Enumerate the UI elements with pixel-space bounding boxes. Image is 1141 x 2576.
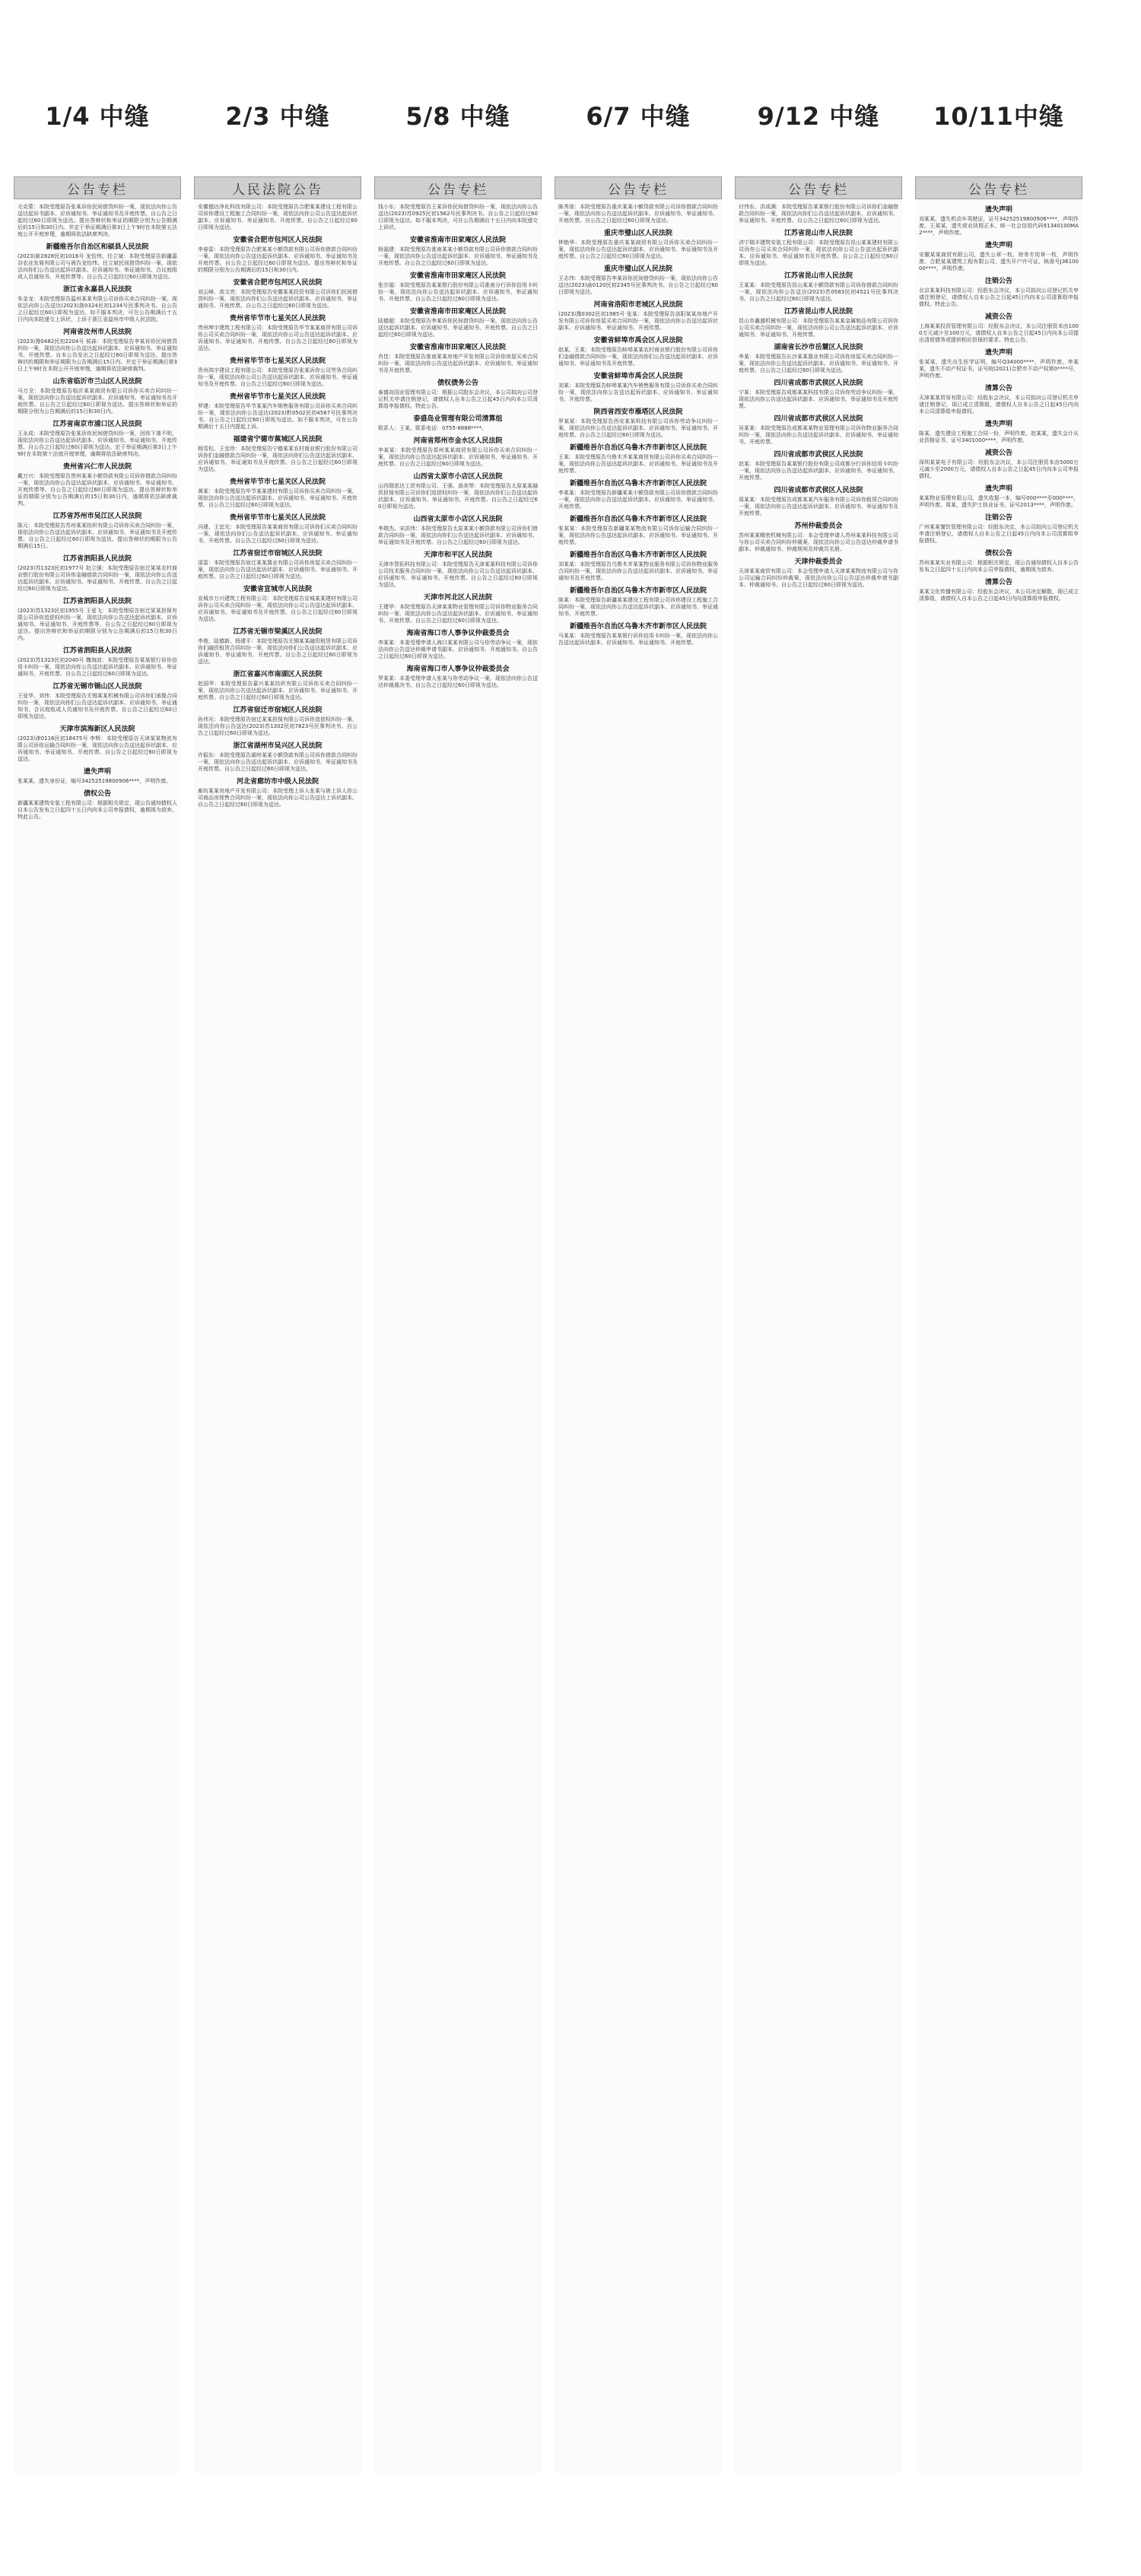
fold-label-6: 10/11中缝 — [933, 102, 1064, 131]
notice-entry — [378, 437, 538, 468]
notice-title: 新疆维吾尔自治区和硕县人民法院 — [46, 243, 149, 251]
notice-title: 山西省太原市小店区人民法院 — [413, 516, 503, 523]
notice-entry — [198, 478, 358, 509]
notice-entry — [919, 278, 1079, 308]
notice-text: 杨福建：本院受理原告淮南某某小额贷款有限公司诉你借款合同纠纷一案，现依法向你公告送达起诉状副本、应诉通知书、举证通知书及开庭传票。自公告之日起经过60日即视为送达。 — [378, 246, 538, 266]
notice-text: 赵某、王某：本院受理原告蚌埠某某农村商业银行股份有限公司诉你们金融借款合同纠纷一案，现依法向你们公告送达起诉状副本、应诉通知书、举证通知书及开庭传票。 — [558, 347, 718, 367]
notice-entry — [17, 286, 177, 323]
notice-entry — [17, 204, 177, 238]
notice-title: 遗失声明 — [984, 206, 1012, 214]
notice-text: 天津某某商贸有限公司：本会受理申请人天津某某物流有限公司与你公司运输合同纠纷仲裁案，现依法向你公司公告送达仲裁申请书副本、仲裁通知书。自公告之日起经过60日即视为送达。 — [739, 568, 898, 588]
notice-title: 河南省洛阳市老城区人民法院 — [593, 301, 683, 309]
notice-column-1 — [14, 176, 181, 2473]
notice-entry — [378, 594, 538, 624]
notice-title: 安徽省淮南市田家庵区人民法院 — [409, 272, 506, 280]
notice-text: 张某某，遗失出生医学证明，编号Q34000****，声明作废。李某某，遗失不动产权证书，证号皖(2021)合肥市不动产权第0****号，声明作废。 — [919, 359, 1079, 379]
notice-text: 天津某某贸易有限公司：经股东会决议，本公司拟向公司登记机关申请注销登记，现已成立清算组，请债权人自本公告之日起45日内向本公司清算组申报债权。 — [919, 395, 1079, 415]
notice-text: (2023)新2828民初1016号 龙怡伟、任立斌：本院受理原告新疆嘉谷农业发展有限公司与被告龙怡伟、任立斌民间借贷纠纷一案，现依法向你们公告送达起诉状副本、应诉通知书、举证通知书、合议庭组成人员通知书、开庭传票等。自公告之日起经过60日即视为送达。 — [17, 253, 177, 280]
notice-entry — [198, 237, 358, 274]
notice-title: 江苏省泗阳县人民法院 — [62, 555, 132, 563]
notice-text: 毛克蒙：本院受理原告张某诉你民间借贷纠纷一案，现依法向你公告送达起诉书副本、应诉通知书、举证通知书及开庭传票。自公告之日起经过60日即视为送达。提出答辩状和举证的期限分别为公告期满后的15日和30日内。并定于举证期满后第3日上午9时在本院第五法庭公开开庭审理，逾期将依法缺席判决。 — [17, 204, 177, 237]
notice-entry — [17, 421, 177, 458]
notice-title: 安徽省淮南市田家庵区人民法院 — [409, 237, 506, 244]
notice-title: 浙江省嘉兴市南湖区人民法院 — [233, 671, 323, 678]
notice-title: 注销公告 — [984, 278, 1012, 285]
notice-entry — [919, 242, 1079, 272]
notice-entry — [378, 204, 538, 231]
notice-title: 江苏省无锡市梁溪区人民法院 — [233, 628, 323, 636]
notice-title: 贵州省毕节市七星关区人民法院 — [229, 478, 326, 486]
notice-title: 河南省汝州市人民法院 — [62, 329, 132, 336]
notice-title: 江苏省南京市浦口区人民法院 — [52, 421, 142, 428]
notice-text: 安徽某某商贸有限公司，遗失公章一枚、财务专用章一枚，声明作废。合肥某某建筑工程有限公司，遗失开户许可证，核准号J3610000****，声明作废。 — [919, 252, 1079, 272]
notice-entry — [198, 436, 358, 473]
notice-title: 遗失声明 — [984, 421, 1012, 428]
notice-title: 债权公告 — [984, 550, 1012, 557]
column-body — [374, 199, 542, 689]
notice-title: 新疆维吾尔自治区乌鲁木齐市新市区人民法院 — [569, 480, 707, 488]
notice-entry — [739, 415, 898, 446]
notice-text: 张宗福：本院受理原告某某银行股份有限公司淮南分行诉你信用卡纠纷一案，现依法向你公告送达起诉状副本、应诉通知书、举证通知书、开庭传票。自公告之日起经过60日即视为送达。 — [378, 282, 538, 302]
notice-title: 新疆维吾尔自治区乌鲁木齐市新市区人民法院 — [569, 444, 707, 452]
notice-entry — [739, 487, 898, 517]
notice-entry — [378, 308, 538, 338]
notice-title: 安徽省宣城市人民法院 — [243, 586, 312, 593]
notice-title: 苏州仲裁委员会 — [794, 523, 843, 530]
notice-title: 贵州省兴仁市人民法院 — [62, 463, 132, 471]
notice-title: 债权债务公告 — [437, 380, 478, 387]
fold-label-1: 1/4 中缝 — [45, 102, 150, 131]
notice-title: 贵州省毕节市七星关区人民法院 — [229, 393, 326, 401]
notice-text: (2023)苏1323民初1955号 王爱飞：本院受理原告宿迁某某担保有限公司诉你追偿权纠纷一案，现依法向你公告送达起诉状副本、应诉通知书、举证通知书、开庭传票等。自公告之日起经过60日即视为送达。提出答辩状和举证的期限分别为公告期满后的15日和30日内。 — [17, 608, 177, 641]
fold-label-3: 5/8 中缝 — [405, 102, 510, 131]
notice-text: 宣城市万兴建筑工程有限公司：本院受理原告宣城某某建材有限公司诉你公司买卖合同纠纷一案，现依法向你公司公告送达起诉状副本、应诉通知书、举证通知书及开庭传票。自公告之日起经过60日即视为送达。 — [198, 596, 358, 622]
notice-text: 马万全：本院受理原告临沂某某商贸有限公司诉你买卖合同纠纷一案，现依法向你公告送达起诉状副本、应诉通知书、举证通知书及开庭传票。自公告之日起经过60日即视为送达。提出答辩状和举证的期限分别为公告期满后的15日和30日内。 — [17, 388, 177, 415]
notice-title: 海南省海口市人事争议仲裁委员会 — [406, 665, 510, 673]
notice-entry — [919, 579, 1079, 602]
notice-text: 济宁瑞丰建筑安装工程有限公司：本院受理原告昆山某某建材有限公司诉你公司买卖合同纠纷一案，现依法向你公司公告送达起诉状副本、应诉通知书、举证通知书及开庭传票。自公告之日起经过60日即视为送达。 — [739, 240, 898, 266]
notice-entry — [198, 204, 358, 231]
notice-text: 王建华：本院受理原告天津某某物业管理有限公司诉你物业服务合同纠纷一案，现依法向你公告送达起诉状副本、应诉通知书、举证通知书、开庭传票。自公告之日起经过60日即视为送达。 — [378, 604, 538, 624]
notice-title: 山西省太原市小店区人民法院 — [413, 473, 503, 481]
notice-text: 宁某：本院受理原告成都某某科技有限公司诉你劳动争议纠纷一案，现依法向你公告送达起诉状副本、应诉通知书、举证通知书及开庭传票。 — [739, 389, 898, 409]
notice-text: 刘某某，遗失机动车驾驶证，证号34252519800906****，声明作废。王某某，遗失营业执照正本，统一社会信用代码91340100MA2****，声明作废。 — [919, 216, 1079, 236]
notice-title: 遗失声明 — [984, 485, 1012, 493]
notice-text: 李俊、陆德新、杨建平：本院受理原告无锡某某融资租赁有限公司诉你们融资租赁合同纠纷一案，现依法向你们公告送达起诉状副本、应诉通知书、举证通知书、开庭传票。自公告之日起经过60日即视为送达。 — [198, 638, 358, 665]
notice-entry — [378, 665, 538, 689]
notice-entry — [739, 451, 898, 481]
notice-title: 河南省郑州市金水区人民法院 — [413, 437, 503, 445]
notice-text: 泰盛岛国业管理有限公司：根据公司股东会决议，本公司拟向公司登记机关申请注销登记，请债权人自本公告之日起45日内向本公司清算组申报债权。特此公告。 — [378, 389, 538, 409]
notice-title: 减资公告 — [984, 313, 1012, 321]
notice-column-2 — [194, 176, 361, 2473]
notice-title: 新疆维吾尔自治区乌鲁木齐市新市区人民法院 — [569, 551, 707, 559]
notice-entry — [17, 329, 177, 373]
notice-text: 李某某：本院受理原告新疆某某小额贷款有限公司诉你借款合同纠纷一案，现依法向你公告送达起诉状副本、应诉通知书、举证通知书、开庭传票。 — [558, 490, 718, 510]
notice-entry — [378, 415, 538, 432]
notice-text: 朱金龙：本院受理原告温州某某有限公司诉你买卖合同纠纷一案，现依法向你公告送达(2023)浙0324民初1234号民事判决书。自公告之日起经过60日即视为送达。如不服本判决，可在公告期满后十五日内向本院递交上诉状，上诉于浙江省温州市中级人民法院。 — [17, 296, 177, 322]
notice-entry — [378, 272, 538, 303]
column-body — [555, 199, 722, 646]
notice-entry — [558, 204, 718, 224]
notice-entry — [198, 671, 358, 701]
notice-text: 王某某：本院受理原告昆山某某小额贷款有限公司诉你借款合同纠纷一案，现依法向你公告送达(2023)苏0583民初4521号民事判决书。自公告之日起经过60日即视为送达。 — [739, 282, 898, 302]
notice-title: 四川省成都市武侯区人民法院 — [774, 415, 863, 423]
notice-entry — [378, 344, 538, 374]
notice-title: 清算公告 — [984, 385, 1012, 392]
notice-entry — [558, 408, 718, 439]
column-header: 公告专栏 — [915, 176, 1082, 199]
notice-text: 深圳某某电子有限公司：经股东会决议，本公司注册资本由5000万元减少至2000万元，请债权人自本公告之日起45日内向本公司申报债权。 — [919, 459, 1079, 479]
notice-text: (2023)苏1323民初1977号 赵立强：本院受理原告宿迁某某农村商业银行股份有限公司诉你金融借款合同纠纷一案，现依法向你公告送达起诉状副本、应诉通知书、举证通知书、开庭传票。自公告之日起经过60日即视为送达。 — [17, 565, 177, 592]
notice-text: 罗建：本院受理原告毕节某某汽车销售服务有限公司诉你买卖合同纠纷一案，现依法向你公告送达(2023)黔0502民初4567号民事判决书。自公告之日起经过60日即视为送达。如不服本判决，可在公告期满后十五日内提起上诉。 — [198, 403, 358, 430]
notice-entry — [198, 628, 358, 665]
notice-title: 江苏省宿迁市宿城区人民法院 — [233, 550, 323, 557]
notice-column-5 — [735, 176, 902, 2473]
fold-label-4: 6/7 中缝 — [586, 102, 691, 131]
notice-text: 刘云峰、高文亮：本院受理原告安徽某某投资有限公司诉你们民间借贷纠纷一案，现依法向你们公告送达起诉状副本、应诉通知书、举证通知书、开庭传票。自公告之日起经过60日即视为送达。 — [198, 289, 358, 309]
notice-entry — [198, 742, 358, 773]
notice-entry — [558, 480, 718, 510]
notice-title: 天津市和平区人民法院 — [423, 551, 492, 559]
notice-entry — [739, 230, 898, 267]
notice-entry — [558, 551, 718, 582]
notice-text: 昆山市鑫盛机械有限公司：本院受理原告某某金属制品有限公司诉你公司买卖合同纠纷一案，现依法向你公司公告送达起诉状副本、应诉通知书、举证通知书、开庭传票。 — [739, 318, 898, 338]
notice-text: 罗某某：本院受理原告西安某某科技有限公司诉你劳动争议纠纷一案，现依法向你公告送达起诉状副本、应诉通知书、举证通知书、开庭传票。自公告之日起经过60日即视为送达。 — [558, 418, 718, 438]
notice-text: 王志伟：本院受理原告李某诉你民间借贷纠纷一案，现依法向你公告送达(2023)渝0120民初2345号民事判决书。自公告之日起经过60日即视为送达。 — [558, 275, 718, 295]
notice-text: 黄某：本院受理原告毕节某某建材有限公司诉你买卖合同纠纷一案，现依法向你公告送达起诉状副本、应诉通知书、举证通知书、开庭传票。自公告之日起经过60日即视为送达。 — [198, 488, 358, 508]
notice-entry — [17, 243, 177, 281]
notice-text: 孙伟光：本院受理原告宿迁某某担保有限公司诉你追偿权纠纷一案，现依法向你公告送达(2023)苏1302民初7823号民事判决书。自公告之日起经过60日即视为送达。 — [198, 716, 358, 736]
notice-title: 贵州省毕节市七星关区人民法院 — [229, 514, 326, 522]
notice-title: 四川省成都市武侯区人民法院 — [774, 487, 863, 494]
notice-title: 江苏省无锡市锡山区人民法院 — [52, 683, 142, 691]
notice-text: 许振东：本院受理原告湖州某某小额贷款有限公司诉你借款合同纠纷一案，现依法向你公告送达起诉状副本、应诉通知书、举证通知书及开庭传票。自公告之日起经过60日即视为送达。 — [198, 752, 358, 772]
notice-entry — [558, 301, 718, 332]
notice-entry — [17, 768, 177, 785]
notice-entry — [198, 707, 358, 737]
notice-entry — [198, 514, 358, 545]
column-header: 公告专栏 — [555, 176, 722, 199]
notice-text: (2023)豫0302民初1985号 张某：本院受理原告洛阳某某房地产开发有限公司诉你房屋买卖合同纠纷一案，现依法向你公告送达起诉状副本、应诉通知书、举证通知书、开庭传票。 — [558, 311, 718, 331]
notice-title: 江苏省昆山市人民法院 — [783, 308, 853, 316]
notice-entry — [378, 473, 538, 510]
notice-text: (2023)豫0482民初2204号 侯森：本院受理原告李某诉你民间借贷纠纷一案，现依法向你公告送达起诉状副本、应诉通知书、举证通知书、开庭传票。自本公告发出之日起经过60日即视为送达。提出答辩状的期限和举证期限为公告期满后15日内。并定于举证期满后第3日上午9时在本院公开开庭审理，逾期将依法缺席裁判。 — [17, 338, 177, 372]
notice-column-4 — [555, 176, 722, 2473]
notice-text: 刘某：本院受理原告蚌埠某某汽车销售服务有限公司诉你买卖合同纠纷一案，现依法向你公告送达起诉状副本、应诉通知书、举证通知书、开庭传票。 — [558, 383, 718, 402]
notice-entry — [739, 344, 898, 374]
notice-title: 清算公告 — [984, 579, 1012, 586]
notice-title: 湖南省长沙市岳麓区人民法院 — [774, 344, 863, 351]
notice-entry — [198, 550, 358, 580]
notice-entry — [17, 647, 177, 678]
notice-title: 泰盛岛业管理有限公司清算组 — [413, 415, 503, 423]
column-header: 公告专栏 — [374, 176, 542, 199]
notice-title: 安徽省淮南市田家庵区人民法院 — [409, 344, 506, 351]
notice-title: 安徽省淮南市田家庵区人民法院 — [409, 308, 506, 316]
notice-title: 江苏省昆山市人民法院 — [783, 272, 853, 280]
notice-text: 王某：本院受理原告乌鲁木齐某某商贸有限公司诉你买卖合同纠纷一案，现依法向你公告送达起诉状副本、应诉通知书、举证通知书及开庭传票。 — [558, 454, 718, 474]
notice-entry — [919, 485, 1079, 509]
notice-entry — [739, 558, 898, 589]
notice-title: 四川省成都市武侯区人民法院 — [774, 451, 863, 459]
notice-entry — [739, 204, 898, 224]
notice-column-6 — [915, 176, 1082, 2473]
notice-entry — [558, 516, 718, 546]
notice-text: 李瑞杰、宋洪伟：本院受理原告太原某某小额贷款有限公司诉你们借款合同纠纷一案，现依法向你们公告送达起诉状副本、应诉通知书、举证通知书及开庭传票。自公告之日起经过60日即视为送达。 — [378, 526, 538, 545]
notice-entry — [558, 587, 718, 618]
notice-title: 贵州省毕节市七星关区人民法院 — [229, 315, 326, 322]
notice-text: 王爱华、刘伟：本院受理原告无锡某某机械有限公司诉你们承揽合同纠纷一案，现依法向你们公告送达起诉状副本、应诉通知书、举证通知书、合议庭组成人员通知书及开庭传票。自公告之日起经过60日即视为送达。 — [17, 693, 177, 719]
notice-entry — [17, 598, 177, 642]
notice-text: (2023)津0116民初18475号 李辉：本院受理原告天津某某物流有限公司诉你运输合同纠纷一案，现依法向你公告送达起诉状副本、应诉通知书、举证通知书、开庭传票。自公告之日起经过60日即视为送达。 — [17, 735, 177, 762]
notice-entry — [558, 373, 718, 403]
notice-title: 债权公告 — [83, 790, 111, 798]
notice-entry — [378, 237, 538, 267]
notice-text: 肖佳：本院受理原告淮南某某房地产开发有限公司诉你房屋买卖合同纠纷一案，现依法向你公告送达起诉状副本、应诉通知书、举证通知书及开庭传票。 — [378, 354, 538, 373]
notice-title: 减资公告 — [984, 449, 1012, 457]
fold-label-5: 9/12 中缝 — [757, 102, 880, 131]
notice-title: 天津市滨海新区人民法院 — [59, 726, 135, 733]
notice-entry — [198, 393, 358, 430]
notice-entry — [378, 516, 538, 546]
notice-title: 注销公告 — [984, 514, 1012, 522]
notice-text: (2023)苏1323民初2040号 魏海波：本院受理原告某某银行诉你信用卡纠纷一案，现依法向你公告送达起诉状副本、应诉通知书、举证通知书、开庭传票。自公告之日起经过60日即视为送达。 — [17, 657, 177, 677]
notice-entry — [919, 313, 1079, 344]
notice-text: 刘某某：本院受理原告乌鲁木齐某某物业服务有限公司诉你物业服务合同纠纷一案，现依法向你公告送达起诉状副本、应诉通知书、举证通知书及开庭传票。 — [558, 561, 718, 581]
notice-column-3 — [374, 176, 542, 2473]
notice-title: 新疆维吾尔自治区乌鲁木齐市新市区人民法院 — [569, 587, 707, 595]
notice-text: 某某物业管理有限公司，遗失收据一本，编号000****至000****，声明作废。周某，遗失护士执业证书，证号2013****，声明作废。 — [919, 495, 1079, 508]
notice-text: 上海某某投资管理有限公司：经股东会决议，本公司注册资本由1000万元减少至100万元，请债权人自本公告之日起45日内向本公司提出清偿债务或提供相应担保的要求。特此公告。 — [919, 323, 1079, 343]
notice-entry — [558, 444, 718, 475]
notice-title: 江苏省宿迁市宿城区人民法院 — [233, 707, 323, 714]
notice-text: 马某某：本院受理原告某某银行诉你信用卡纠纷一案，现依法向你公告送达起诉状副本、应诉通知书、举证通知书、开庭传票。 — [558, 633, 718, 646]
notice-title: 海南省海口市人事争议仲裁委员会 — [406, 630, 510, 637]
notice-title: 遗失声明 — [83, 768, 111, 776]
column-body — [194, 199, 361, 808]
notice-entry — [198, 279, 358, 310]
notice-entry — [558, 337, 718, 367]
notice-entry — [919, 550, 1079, 573]
column-header: 公告专栏 — [14, 176, 181, 199]
notice-text: 戴万兴：本院受理原告贵州某某小额贷款有限公司诉你借款合同纠纷一案，现依法向你公告送达起诉状副本、应诉通知书、举证通知书、开庭传票等。自公告之日起经过60日即视为送达。提出答辩状和举证的期限分别为公告期满后的15日和30日内，逾期将依法缺席裁判。 — [17, 473, 177, 507]
notice-entry — [558, 623, 718, 646]
notice-text: 陈元：本院受理原告苏州某某纺织有限公司诉你买卖合同纠纷一案，现依法向你公告送达起诉状副本、应诉通知书、举证通知书及开庭传票。自公告之日起经过60日即视为送达。提出答辩状的期限为公告期满后15日。 — [17, 523, 177, 549]
notice-text: 联系人：王某，联系电话：0755-8888****。 — [378, 425, 488, 431]
notice-text: 付伟东、洪成满：本院受理原告某某银行股份有限公司诉你们金融借款合同纠纷一案，现依法向你们公告送达起诉状副本、应诉通知书、举证通知书、开庭传票。自公告之日起经过60日即视为送达。 — [739, 204, 898, 224]
notice-title: 新疆维吾尔自治区乌鲁木齐市新市区人民法院 — [569, 623, 707, 631]
notice-text: 陈秀琼：本院受理原告重庆某某小额贷款有限公司诉你借款合同纠纷一案，现依法向你公告送达起诉状副本、应诉通知书、举证通知书、开庭传票。自公告之日起经过60日即视为送达。 — [558, 204, 718, 224]
notice-title: 遗失声明 — [984, 242, 1012, 249]
notice-text: 李某某：本院受理原告郑州某某商贸有限公司诉你买卖合同纠纷一案，现依法向你公告送达起诉状副本、应诉通知书、举证通知书、开庭传票。自公告之日起经过60日即视为送达。 — [378, 447, 538, 467]
notice-entry — [17, 683, 177, 720]
notice-title: 安徽省合肥市包河区人民法院 — [233, 279, 323, 287]
notice-entry — [17, 513, 177, 550]
column-header: 公告专栏 — [735, 176, 902, 199]
notice-title: 安徽省蚌埠市禹会区人民法院 — [593, 337, 683, 345]
notice-entry — [378, 380, 538, 410]
notice-text: 张某某，遗失身份证，编号34252519800906****，声明作废。 — [17, 778, 172, 784]
notice-title: 遗失声明 — [984, 349, 1012, 357]
notice-entry — [558, 230, 718, 260]
notice-text: 张某某：本院受理原告新疆某某物流有限公司诉你运输合同纠纷一案，现依法向你公告送达起诉状副本、应诉通知书、举证通知书、开庭传票。 — [558, 526, 718, 545]
notice-text: 苏州某某实业有限公司：根据相关规定，现公告通知债权人自本公告发布之日起四十五日内向本公司申报债权，逾期视为放弃。 — [919, 560, 1079, 573]
notice-text: 廊坊某某房地产开发有限公司：本院受理上诉人张某与被上诉人你公司商品房预售合同纠纷一案，现依法向你公司公告送达上诉状副本。自公告之日起经过60日即视为送达。 — [198, 788, 358, 808]
column-body — [915, 199, 1082, 602]
notice-text: 李春雷：本院受理原告合肥某某小额贷款有限公司诉你借款合同纠纷一案，现依法向你公告送达起诉状副本、应诉通知书、举证通知书及开庭传票。自公告之日起经过60日即视为送达。提出答辩状和举证的期限分别为公告期满后的15日和30日内。 — [198, 246, 358, 273]
notice-title: 安徽省蚌埠市禹会区人民法院 — [593, 373, 683, 380]
notice-title: 陕西省西安市雁塔区人民法院 — [593, 408, 683, 416]
notice-entry — [919, 514, 1079, 545]
notice-title: 重庆市璧山区人民法院 — [603, 230, 672, 237]
notice-text: 陆德超：本院受理原告李某诉你民间借贷纠纷一案，现依法向你公告送达起诉状副本、应诉通知书、举证通知书、开庭传票。自公告之日起经过60日即视为送达。 — [378, 318, 538, 338]
notice-text: 李某某：本委受理申请人海口某某有限公司与你劳动争议一案，现依法向你公告送达仲裁申请书副本、应诉通知书、开庭通知书。自公告之日起经过60日即视为送达。 — [378, 640, 538, 659]
notice-text: 钟艳华：本院受理原告重庆某某商贸有限公司诉你买卖合同纠纷一案，现依法向你公告送达起诉状副本、应诉通知书、举证通知书及开庭传票。自公告之日起经过60日即视为送达。 — [558, 240, 718, 259]
notice-text: 冯建、王宜光：本院受理原告某某商贸有限公司诉你们买卖合同纠纷一案，现依法向你们公告送达起诉状副本、应诉通知书、举证通知书、开庭传票。自公告之日起经过60日即视为送达。 — [198, 524, 358, 544]
notice-title: 新疆维吾尔自治区乌鲁木齐市新市区人民法院 — [569, 516, 707, 523]
notice-text: 周某某：本院受理原告成都某某汽车服务有限公司诉你租赁合同纠纷一案，现依法向你公告送达起诉状副本、应诉通知书、举证通知书及开庭传票。 — [739, 497, 898, 516]
notice-title: 河北省廊坊市中级人民法院 — [236, 778, 319, 786]
notice-text: 北京某某科技有限公司：经股东会决议，本公司拟向公司登记机关申请注销登记，请债权人自本公告之日起45日内向本公司清算组申报债权。特此公告。 — [919, 287, 1079, 307]
notice-text: 王永成：本院受理原告张某诉你民间借贷纠纷一案，因你下落不明，现依法向你公告送达起诉状副本、应诉通知书、举证通知书、开庭传票。自公告之日起经过60日即视为送达。定于举证期满后第3日上午9时在本院第十法庭开庭审理，逾期将依法缺席判决。 — [17, 430, 177, 457]
notice-title: 江苏省昆山市人民法院 — [783, 230, 853, 237]
notice-title: 浙江省永嘉县人民法院 — [62, 286, 132, 294]
column-body — [14, 199, 181, 821]
notice-entry — [198, 357, 358, 388]
notice-title: 重庆市璧山区人民法院 — [603, 265, 672, 273]
notice-entry — [919, 421, 1079, 444]
fold-label-2: 2/3 中缝 — [225, 102, 330, 131]
notice-entry — [919, 349, 1079, 380]
notice-entry — [378, 551, 538, 589]
notice-title: 山东省临沂市兰山区人民法院 — [52, 378, 142, 386]
notice-title: 天津市河北区人民法院 — [423, 594, 492, 602]
notice-text: 李某：本院受理原告长沙某某置业有限公司诉你房屋买卖合同纠纷一案，现依法向你公告送达起诉状副本、应诉通知书、举证通知书、开庭传票。自公告之日起经过60日即视为送达。 — [739, 354, 898, 373]
notice-entry — [198, 315, 358, 352]
notice-text: 新疆某某建筑安装工程有限公司：根据相关规定，现公告通知债权人自本公告发布之日起四十五日内向本公司申报债权，逾期视为放弃。特此公告。 — [17, 800, 177, 820]
notice-text: 钱小东：本院受理原告王某诉你民间借贷纠纷一案，现依法向你公告送达(2023)苏0925民初1562号民事判决书。自公告之日起经过60日即视为送达。如不服本判决，可在公告期满后十五日内向本院递交上诉状。 — [378, 204, 538, 230]
notice-text: 贵州鸿宇建设工程有限公司：本院受理原告张某诉你公司劳务合同纠纷一案，现依法向你公司公告送达起诉状副本、应诉通知书、举证通知书及开庭传票。自公告之日起经过60日即视为送达。 — [198, 367, 358, 387]
notice-entry — [17, 378, 177, 415]
notice-entry — [558, 265, 718, 296]
notice-title: 安徽省合肥市包河区人民法院 — [233, 237, 323, 244]
notice-text: 罗某某：本委受理申请人张某与你劳动争议一案，现依法向你公告送达仲裁裁决书。自公告之日起经过60日即视为送达。 — [378, 675, 538, 688]
notice-title: 浙江省湖州市吴兴区人民法院 — [233, 742, 323, 750]
notice-entry — [17, 790, 177, 821]
notice-text: 贵州坤宇建筑工程有限公司：本院受理原告毕节某某商贸有限公司诉你公司买卖合同纠纷一案，现依法向你公司公告送达起诉状副本、应诉通知书、举证通知书、开庭传票。自公告之日起经过60日即视为送达。 — [198, 325, 358, 351]
notice-text: 吴某某：本院受理原告成都某某物业管理有限公司诉你物业服务合同纠纷一案，现依法向你公告送达起诉状副本、应诉通知书、举证通知书、开庭传票。 — [739, 425, 898, 445]
notice-entry — [739, 272, 898, 303]
notice-title: 福建省宁德市蕉城区人民法院 — [233, 436, 323, 443]
column-header: 人民法院公告 — [194, 176, 361, 199]
notice-entry — [919, 385, 1079, 415]
notice-title: 江苏省泗阳县人民法院 — [62, 598, 132, 605]
notice-entry — [919, 449, 1079, 480]
notice-entry — [17, 463, 177, 507]
notice-text: 陈某，遗失建设工程施工合同一份，声明作废。赵某某，遗失会计从业资格证书，证号3401000****，声明作废。 — [919, 430, 1079, 443]
notice-text: 山西瑞思达工贸有限公司、王强、高美琴：本院受理原告太原某某融资担保有限公司诉你们追偿权纠纷一案，现依法向你们公告送达起诉状副本、应诉通知书、举证通知书、开庭传票。自公告之日起经过60日即视为送达。 — [378, 483, 538, 510]
notice-title: 天津仲裁委员会 — [794, 558, 843, 566]
notice-text: 苏州某某精密机械有限公司：本会受理申请人苏州某某科技有限公司与你公司买卖合同纠纷仲裁案，现依法向你公司公告送达仲裁申请书副本、仲裁通知书、仲裁规则及仲裁员名册。 — [739, 532, 898, 552]
notice-text: 邵雷：本院受理原告宿迁某某置业有限公司诉你房屋买卖合同纠纷一案，现依法向你公告送达起诉状副本、应诉通知书、举证通知书、开庭传票。自公告之日起经过60日即视为送达。 — [198, 560, 358, 580]
notice-text: 赵国华：本院受理原告嘉兴某某纺织有限公司诉你买卖合同纠纷一案，现依法向你公告送达起诉状副本、应诉通知书、举证通知书、开庭传票。自公告之日起经过60日即视为送达。 — [198, 681, 358, 700]
notice-title: 贵州省毕节市七星关区人民法院 — [229, 357, 326, 365]
notice-text: 某某文化传播有限公司：经股东会决议，本公司决定解散，现已成立清算组，请债权人自本公告之日起45日内向清算组申报债权。 — [919, 589, 1079, 602]
notice-entry — [198, 586, 358, 623]
notice-entry — [17, 555, 177, 592]
notice-entry — [739, 523, 898, 553]
notice-title: 江苏省苏州市吴江区人民法院 — [52, 513, 142, 520]
notice-title: 江苏省泗阳县人民法院 — [62, 647, 132, 655]
notice-entry — [739, 308, 898, 338]
notice-entry — [17, 726, 177, 763]
notice-entry — [378, 630, 538, 660]
notice-title: 四川省成都市武侯区人民法院 — [774, 380, 863, 387]
notice-entry — [739, 380, 898, 410]
notice-text: 天津市智拓科技有限公司：本院受理原告天津某某科技有限公司诉你公司技术服务合同纠纷一案，现依法向你公司公告送达起诉状副本、应诉通知书、举证通知书、开庭传票。自公告之日起经过60日即视为送达。 — [378, 561, 538, 588]
notice-text: 陈某：本院受理原告新疆某某建设工程有限公司诉你建设工程施工合同纠纷一案，现依法向你公告送达起诉状副本、应诉通知书、举证通知书、开庭传票。 — [558, 597, 718, 617]
notice-text: 安徽德达净化科技有限公司：本院受理原告合肥某某建设工程有限公司诉你建设工程施工合同纠纷一案，现依法向你公司公告送达起诉状副本、应诉通知书、举证通知书、开庭传票。自公告之日起经过60日即视为送达。 — [198, 204, 358, 230]
notice-text: 杨雪松、王宜珍：本院受理原告宁德某某农村商业银行股份有限公司诉你们金融借款合同纠纷一案，现依法向你们公告送达起诉状副本、应诉通知书、举证通知书及开庭传票。自公告之日起经过60日即视为送达。 — [198, 446, 358, 472]
notice-entry — [198, 778, 358, 808]
notice-text: 广州某某餐饮管理有限公司：经股东决定，本公司拟向公司登记机关申请注销登记，请债权人自本公告之日起45日内向本公司清算组申报债权。 — [919, 524, 1079, 544]
notice-entry — [919, 206, 1079, 237]
notice-text: 赵某：本院受理原告某某银行股份有限公司成都分行诉你信用卡纠纷一案，现依法向你公告送达起诉状副本、应诉通知书、举证通知书、开庭传票。 — [739, 461, 898, 481]
column-body — [735, 199, 902, 589]
